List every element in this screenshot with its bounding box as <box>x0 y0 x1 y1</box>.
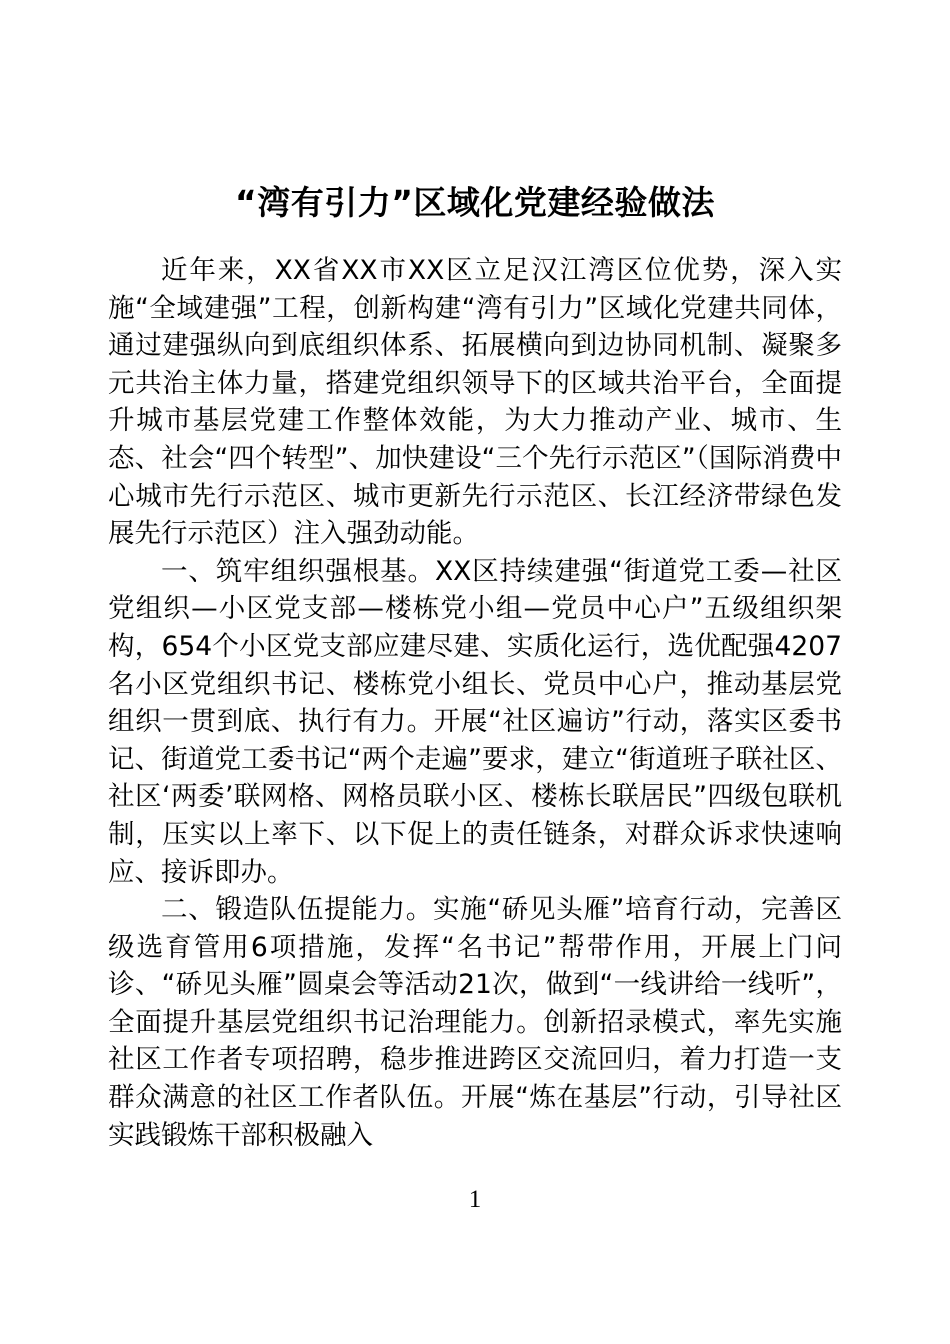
page-number: 1 <box>468 1186 482 1213</box>
paragraph-section-two: 二、锻造队伍提能力。实施“硚见头雁”培育行动，完善区级选育管用6项措施，发挥“名书记”帮带作用，开展上门问诊、“硚见头雁”圆桌会等活动21次，做到“一线讲给一线听”，全面提升基层党组织书记治理能力。创新招录模式，率先实施社区工作者专项招聘，稳步推进跨区交流回归，着力打造一支群众满意的社区工作者队伍。开展“炼在基层”行动，引导社区实践锻炼干部积极融入 <box>108 894 842 1151</box>
paragraph-section-one: 一、筑牢组织强根基。XX区持续建强“街道党工委—社区党组织—小区党支部—楼栋党小组—党员中心户”五级组织架构，654个小区党支部应建尽建、实质化运行，选优配强4207名小区党组织书记、楼栋党小组长、党员中心户，推动基层党组织一贯到底、执行有力。开展“社区遍访”行动，落实区委书记、街道党工委书记“两个走遍”要求，建立“街道班子联社区、社区‘两委’联网格、网格员联小区、楼栋长联居民”四级包联机制，压实以上率下、以下促上的责任链条，对群众诉求快速响应、接诉即办。 <box>108 555 842 888</box>
paragraph-intro: 近年来，XX省XX市XX区立足汉江湾区位优势，深入实施“全域建强”工程，创新构建“湾有引力”区域化党建共同体，通过建强纵向到底组织体系、拓展横向到边协同机制、凝聚多元共治主体力量，搭建党组织领导下的区域共治平台，全面提升城市基层党建工作整体效能，为大力推动产业、城市、生态、社会“四个转型”、加快建设“三个先行示范区”（国际消费中心城市先行示范区、城市更新先行示范区、长江经济带绿色发展先行示范区）注入强劲动能。 <box>108 255 842 550</box>
page-title: “湾有引力”区域化党建经验做法 <box>235 183 715 223</box>
document-body <box>108 252 842 1154</box>
